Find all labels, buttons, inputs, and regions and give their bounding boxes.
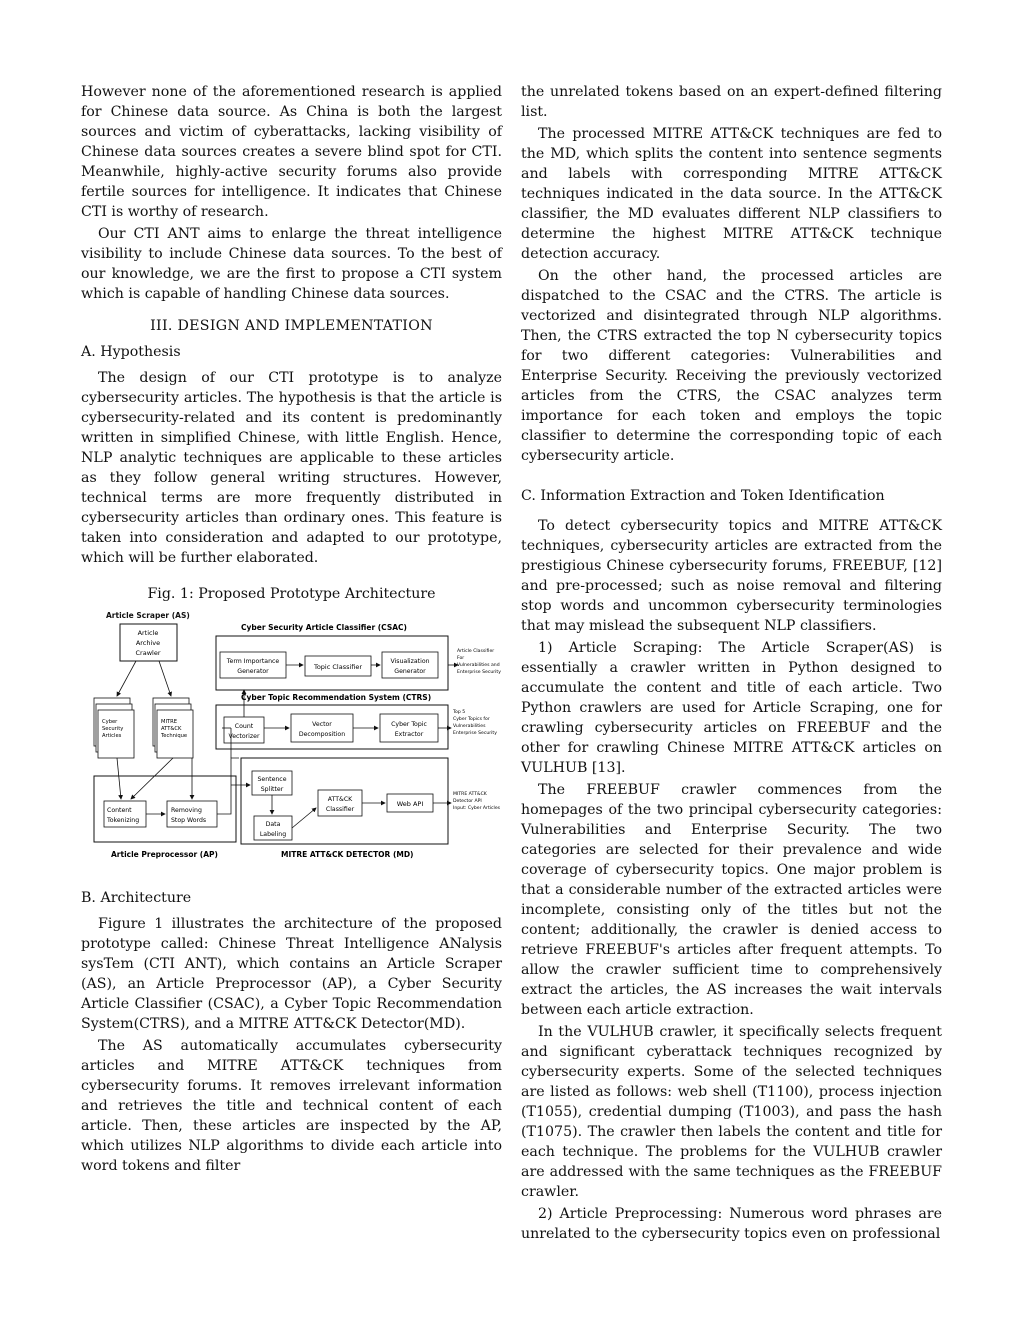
svg-text:ATT&CK: ATT&CK bbox=[327, 796, 353, 803]
svg-text:Removing: Removing bbox=[171, 807, 202, 814]
architecture-diagram bbox=[81, 610, 502, 870]
extraction-paragraph-3: The FREEBUF crawler commences from the homepages of the two principal cybersecurity categories: Vulnerabilities and Enterprise Security. The two categories are selected for their prevalence and wide coverage of cybersecurity topics. One major problem is that a considerable number of the extracted articles were incomplete, consisting only of the titles but not the content; additionally, the crawler is denied access to retrieve FREEBUF's articles after frequent attempts. To allow the crawler sufficient time to comprehensively extract the articles, the AS increases the wait intervals between each article extraction. bbox=[521, 782, 942, 1018]
svg-text:Data: Data bbox=[265, 821, 281, 828]
figure-caption: Fig. 1: Proposed Prototype Architecture bbox=[147, 586, 436, 602]
svg-text:Sentence: Sentence bbox=[257, 776, 287, 783]
right-column bbox=[521, 82, 942, 1244]
svg-text:Content: Content bbox=[107, 807, 132, 814]
extraction-paragraph-1: To detect cybersecurity topics and MITRE ATT&CK techniques, cybersecurity articles are extracted from the prestigious Chinese cybersecurity forums, FREEBUF, [12] and pre-processed; such as noise removal and filtering stop words and uncommon cybersecurity terminologies that may mislead the subsequent NLP classifiers. bbox=[521, 518, 942, 634]
ctrs-output-text-2: Cyber Topics for bbox=[453, 717, 490, 722]
csac-output-text-3: Vulnerabilities and bbox=[457, 663, 500, 668]
svg-text:Security: Security bbox=[102, 726, 124, 732]
svg-text:Classifier: Classifier bbox=[325, 806, 355, 813]
subsection-extraction-heading: C. Information Extraction and Token Identification bbox=[521, 488, 885, 504]
architecture-paragraph-2: The AS automatically accumulates cybersecurity articles and MITRE ATT&CK techniques from cybersecurity forums. It removes irrelevant information and retrieves the title and technical content of each article. Then, these articles are inspected by the AP, which utilizes NLP algorithms to divide each article into word tokens and filter bbox=[81, 1038, 502, 1174]
md-output-text-1: MITRE ATT&CK bbox=[453, 792, 487, 797]
svg-text:Visualization: Visualization bbox=[390, 658, 430, 665]
svg-text:Labeling: Labeling bbox=[259, 831, 287, 838]
cyber-articles-docs bbox=[94, 698, 134, 758]
crawler-text-2: Archive bbox=[135, 639, 161, 647]
ctrs-output-text-4: Enterprise Security bbox=[453, 731, 497, 736]
as-label: Article Scraper (AS) bbox=[106, 611, 190, 620]
ctrs-label: Cyber Topic Recommendation System (CTRS) bbox=[241, 693, 432, 702]
md-label: MITRE ATT&CK DETECTOR (MD) bbox=[281, 850, 414, 859]
svg-text:Topic Classifier: Topic Classifier bbox=[313, 663, 363, 671]
md-output-text-3: Input: Cyber Articles bbox=[453, 806, 501, 811]
svg-text:Tokenizing: Tokenizing bbox=[107, 817, 140, 824]
svg-text:Cyber Topic: Cyber Topic bbox=[391, 721, 427, 728]
svg-text:Term Importance: Term Importance bbox=[226, 658, 280, 665]
continuation-paragraph-2: The processed MITRE ATT&CK techniques are fed to the MD, which splits the content into sentence segments and labels with corresponding MITRE ATT&CK techniques indicated in the data source. In the ATT&CK classifier, the MD evaluates different NLP classifiers to determine the highest MITRE ATT&CK technique detection accuracy. bbox=[521, 126, 942, 262]
svg-text:Web API: Web API bbox=[396, 800, 424, 808]
svg-text:Vectorizer: Vectorizer bbox=[228, 733, 260, 740]
extraction-paragraph-2: 1) Article Scraping: The Article Scraper(AS) is essentially a crawler written in Python designed to accumulate the content and title of each article. Two Python crawlers are used for Article Scraping, one for crawling cybersecurity articles on FREEBUF and the other for crawling Chinese MITRE ATT&CK articles on VULHUB [13]. bbox=[521, 640, 942, 776]
csac-output-text-4: Enterprise Security bbox=[457, 670, 501, 675]
ap-label: Article Preprocessor (AP) bbox=[111, 850, 218, 859]
svg-text:Extractor: Extractor bbox=[394, 731, 424, 738]
ctrs-output-text-1: Top 5 bbox=[453, 710, 466, 715]
subsection-architecture-heading: B. Architecture bbox=[81, 890, 192, 906]
continuation-paragraph-3: On the other hand, the processed articles are dispatched to the CSAC and the CTRS. The article is vectorized and disintegrated through NLP algorithms. Then, the CTRS extracted the top N cybersecurity topics for two different categories: Vulnerabilities and Enterprise Security. Receiving the previously vectorized articles from the CTRS, the CSAC analyzes term importance for each token and employs the topic classifier to determine the corresponding topic of each cybersecurity article. bbox=[521, 268, 942, 464]
svg-text:Splitter: Splitter bbox=[260, 786, 284, 793]
extraction-paragraph-5: 2) Article Preprocessing: Numerous word phrases are unrelated to the cybersecurity topics even on professional bbox=[521, 1206, 942, 1242]
csac-output-text-2: For bbox=[457, 656, 465, 661]
left-column bbox=[81, 82, 502, 1176]
extraction-paragraph-4: In the VULHUB crawler, it specifically selects frequent and significant cyberattack techniques recognized by cybersecurity experts. Some of the selected techniques are listed as follows: web shell (T1100), process injection (T1055), credential dumping (T1003), and pass the hash (T1075). The crawler then labels the content and title for each technique. The problems for the VULHUB crawler are addressed with the same techniques as the FREEBUF crawler. bbox=[521, 1024, 942, 1200]
subsection-hypothesis-heading: A. Hypothesis bbox=[81, 344, 181, 360]
intro-paragraph-1: However none of the aforementioned research is applied for Chinese data source. As China is both the largest sources and victim of cyberattacks, lacking visibility of Chinese data sources creates a severe blind spot for CTI. Meanwhile, highly-active security forums also provide fertile sources for intelligence. It indicates that Chinese CTI is worthy of research. bbox=[81, 84, 502, 220]
md-output-text-2: Detector API bbox=[453, 799, 482, 804]
hypothesis-paragraph: The design of our CTI prototype is to analyze cybersecurity articles. The hypothesis is that the article is cybersecurity-related and its content is predominantly written in simplified Chinese, with little English. Hence, NLP analytic techniques are applicable to these articles as they follow general writing structures. However, technical terms are more frequently distributed in cybersecurity articles than ordinary ones. This feature is taken into consideration and adapted to our prototype, which will be further elaborated. bbox=[81, 370, 502, 566]
continuation-paragraph-1: the unrelated tokens based on an expert-defined filtering list. bbox=[521, 84, 942, 120]
mitre-technique-docs bbox=[153, 698, 193, 758]
svg-text:Technique: Technique bbox=[161, 733, 188, 739]
svg-text:Count: Count bbox=[234, 723, 254, 730]
svg-text:Stop Words: Stop Words bbox=[171, 817, 207, 824]
architecture-paragraph-1: Figure 1 illustrates the architecture of the proposed prototype called: Chinese Threat Intelligence ANalysis sysTem (CTI ANT), which contains an Article Scraper (AS), an Article Preprocessor (AP), a Cyber Security Article Classifier (CSAC), a Cyber Topic Recommendation System(CTRS), and a MITRE ATT&CK Detector(MD). bbox=[81, 916, 502, 1032]
svg-text:MITRE: MITRE bbox=[161, 719, 178, 725]
crawler-text-1: Article bbox=[137, 629, 159, 637]
intro-paragraph-2: Our CTI ANT aims to enlarge the threat intelligence visibility to include Chinese data sources. To the best of our knowledge, we are the first to propose a CTI system which is capable of handling Chinese data sources. bbox=[81, 226, 502, 302]
csac-label: Cyber Security Article Classifier (CSAC) bbox=[241, 623, 407, 632]
svg-text:Generator: Generator bbox=[394, 668, 426, 675]
svg-text:Generator: Generator bbox=[237, 668, 269, 675]
ctrs-output-text-3: Vulnerabilities bbox=[453, 724, 486, 729]
svg-text:Vector: Vector bbox=[312, 721, 332, 728]
svg-text:Decomposition: Decomposition bbox=[298, 731, 346, 738]
crawler-text-3: Crawler bbox=[135, 649, 161, 657]
svg-text:Articles: Articles bbox=[102, 733, 122, 739]
csac-output-text-1: Article Classifier bbox=[457, 649, 495, 654]
svg-text:Cyber: Cyber bbox=[102, 719, 118, 725]
section-heading: III. DESIGN AND IMPLEMENTATION bbox=[150, 318, 433, 334]
svg-text:ATT&CK: ATT&CK bbox=[161, 726, 182, 732]
